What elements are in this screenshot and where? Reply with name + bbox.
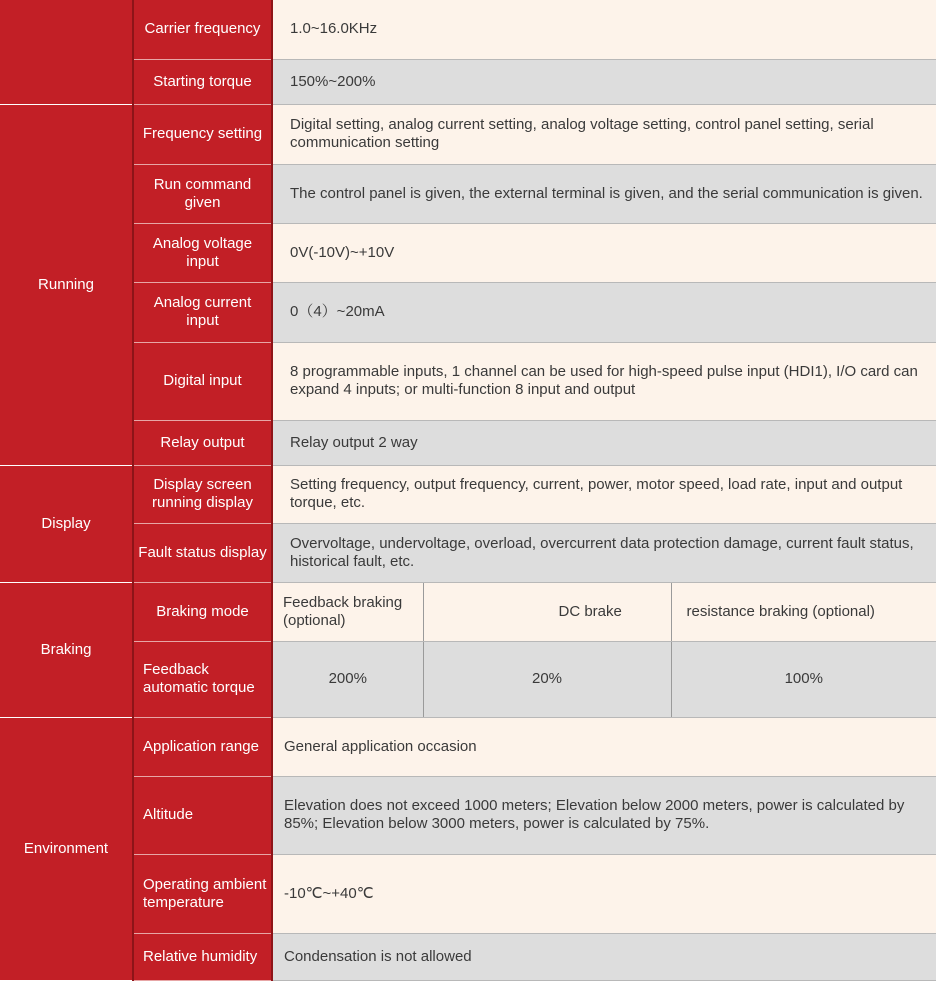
feedback-torque-label: Feedback automatic torque — [133, 641, 272, 717]
category-running: Running — [0, 104, 133, 465]
table-row — [0, 0, 936, 59]
category-display: Display — [0, 465, 133, 582]
starting-torque-label: Starting torque — [133, 59, 272, 104]
analog-current-label: Analog current input — [133, 282, 272, 342]
fault-status-label: Fault status display — [133, 523, 272, 582]
table-row — [0, 854, 936, 933]
altitude-label: Altitude — [133, 776, 272, 854]
table-row — [0, 641, 936, 717]
feedback-torque-resistance: 100% — [671, 641, 936, 717]
running-display-value: Setting frequency, output frequency, current, power, motor speed, load rate, input and output torque, etc. — [272, 465, 936, 523]
running-display-label: Display screen running display — [133, 465, 272, 523]
digital-input-value: 8 programmable inputs, 1 channel can be used for high-speed pulse input (HDI1), I/O card can expand 4 inputs; or multi-function 8 input and output — [272, 342, 936, 420]
table-row — [0, 933, 936, 980]
digital-input-label: Digital input — [133, 342, 272, 420]
analog-voltage-label: Analog voltage input — [133, 223, 272, 282]
table-row — [0, 59, 936, 104]
table-row — [0, 523, 936, 582]
table-row — [0, 104, 936, 164]
frequency-setting-value: Digital setting, analog current setting, analog voltage setting, control panel setting, serial communication setting — [272, 104, 936, 164]
table-row — [0, 582, 936, 641]
application-range-value: General application occasion — [272, 717, 936, 776]
table-row — [0, 420, 936, 465]
braking-mode-dc: DC brake — [423, 582, 671, 641]
fault-status-value: Overvoltage, undervoltage, overload, overcurrent data protection damage, current fault status, historical fault, etc. — [272, 523, 936, 582]
application-range-label: Application range — [133, 717, 272, 776]
carrier-frequency-value: 1.0~16.0KHz — [272, 0, 936, 59]
table-row — [0, 465, 936, 523]
relay-output-value: Relay output 2 way — [272, 420, 936, 465]
braking-mode-label: Braking mode — [133, 582, 272, 641]
ambient-temperature-label: Operating ambient temperature — [133, 854, 272, 933]
ambient-temperature-value: -10℃~+40℃ — [272, 854, 936, 933]
category-blank — [0, 0, 133, 104]
relay-output-label: Relay output — [133, 420, 272, 465]
relative-humidity-label: Relative humidity — [133, 933, 272, 980]
feedback-torque-feedback: 200% — [272, 641, 423, 717]
table-row — [0, 342, 936, 420]
relative-humidity-value: Condensation is not allowed — [272, 933, 936, 980]
analog-voltage-value: 0V(-10V)~+10V — [272, 223, 936, 282]
table-row — [0, 717, 936, 776]
run-command-label: Run command given — [133, 164, 272, 223]
frequency-setting-label: Frequency setting — [133, 104, 272, 164]
table-row — [0, 776, 936, 854]
run-command-value: The control panel is given, the external terminal is given, and the serial communication is given. — [272, 164, 936, 223]
altitude-value: Elevation does not exceed 1000 meters; Elevation below 2000 meters, power is calculated by 85%; Elevation below 3000 meters, power is calculated by 75%. — [272, 776, 936, 854]
table-row — [0, 282, 936, 342]
analog-current-value: 0（4）~20mA — [272, 282, 936, 342]
feedback-torque-dc: 20% — [423, 641, 671, 717]
carrier-frequency-label: Carrier frequency — [133, 0, 272, 59]
category-environment: Environment — [0, 717, 133, 980]
braking-mode-feedback: Feedback braking (optional) — [272, 582, 423, 641]
braking-mode-resistance: resistance braking (optional) — [671, 582, 936, 641]
table-row — [0, 223, 936, 282]
table-row — [0, 164, 936, 223]
category-braking: Braking — [0, 582, 133, 717]
starting-torque-value: 150%~200% — [272, 59, 936, 104]
